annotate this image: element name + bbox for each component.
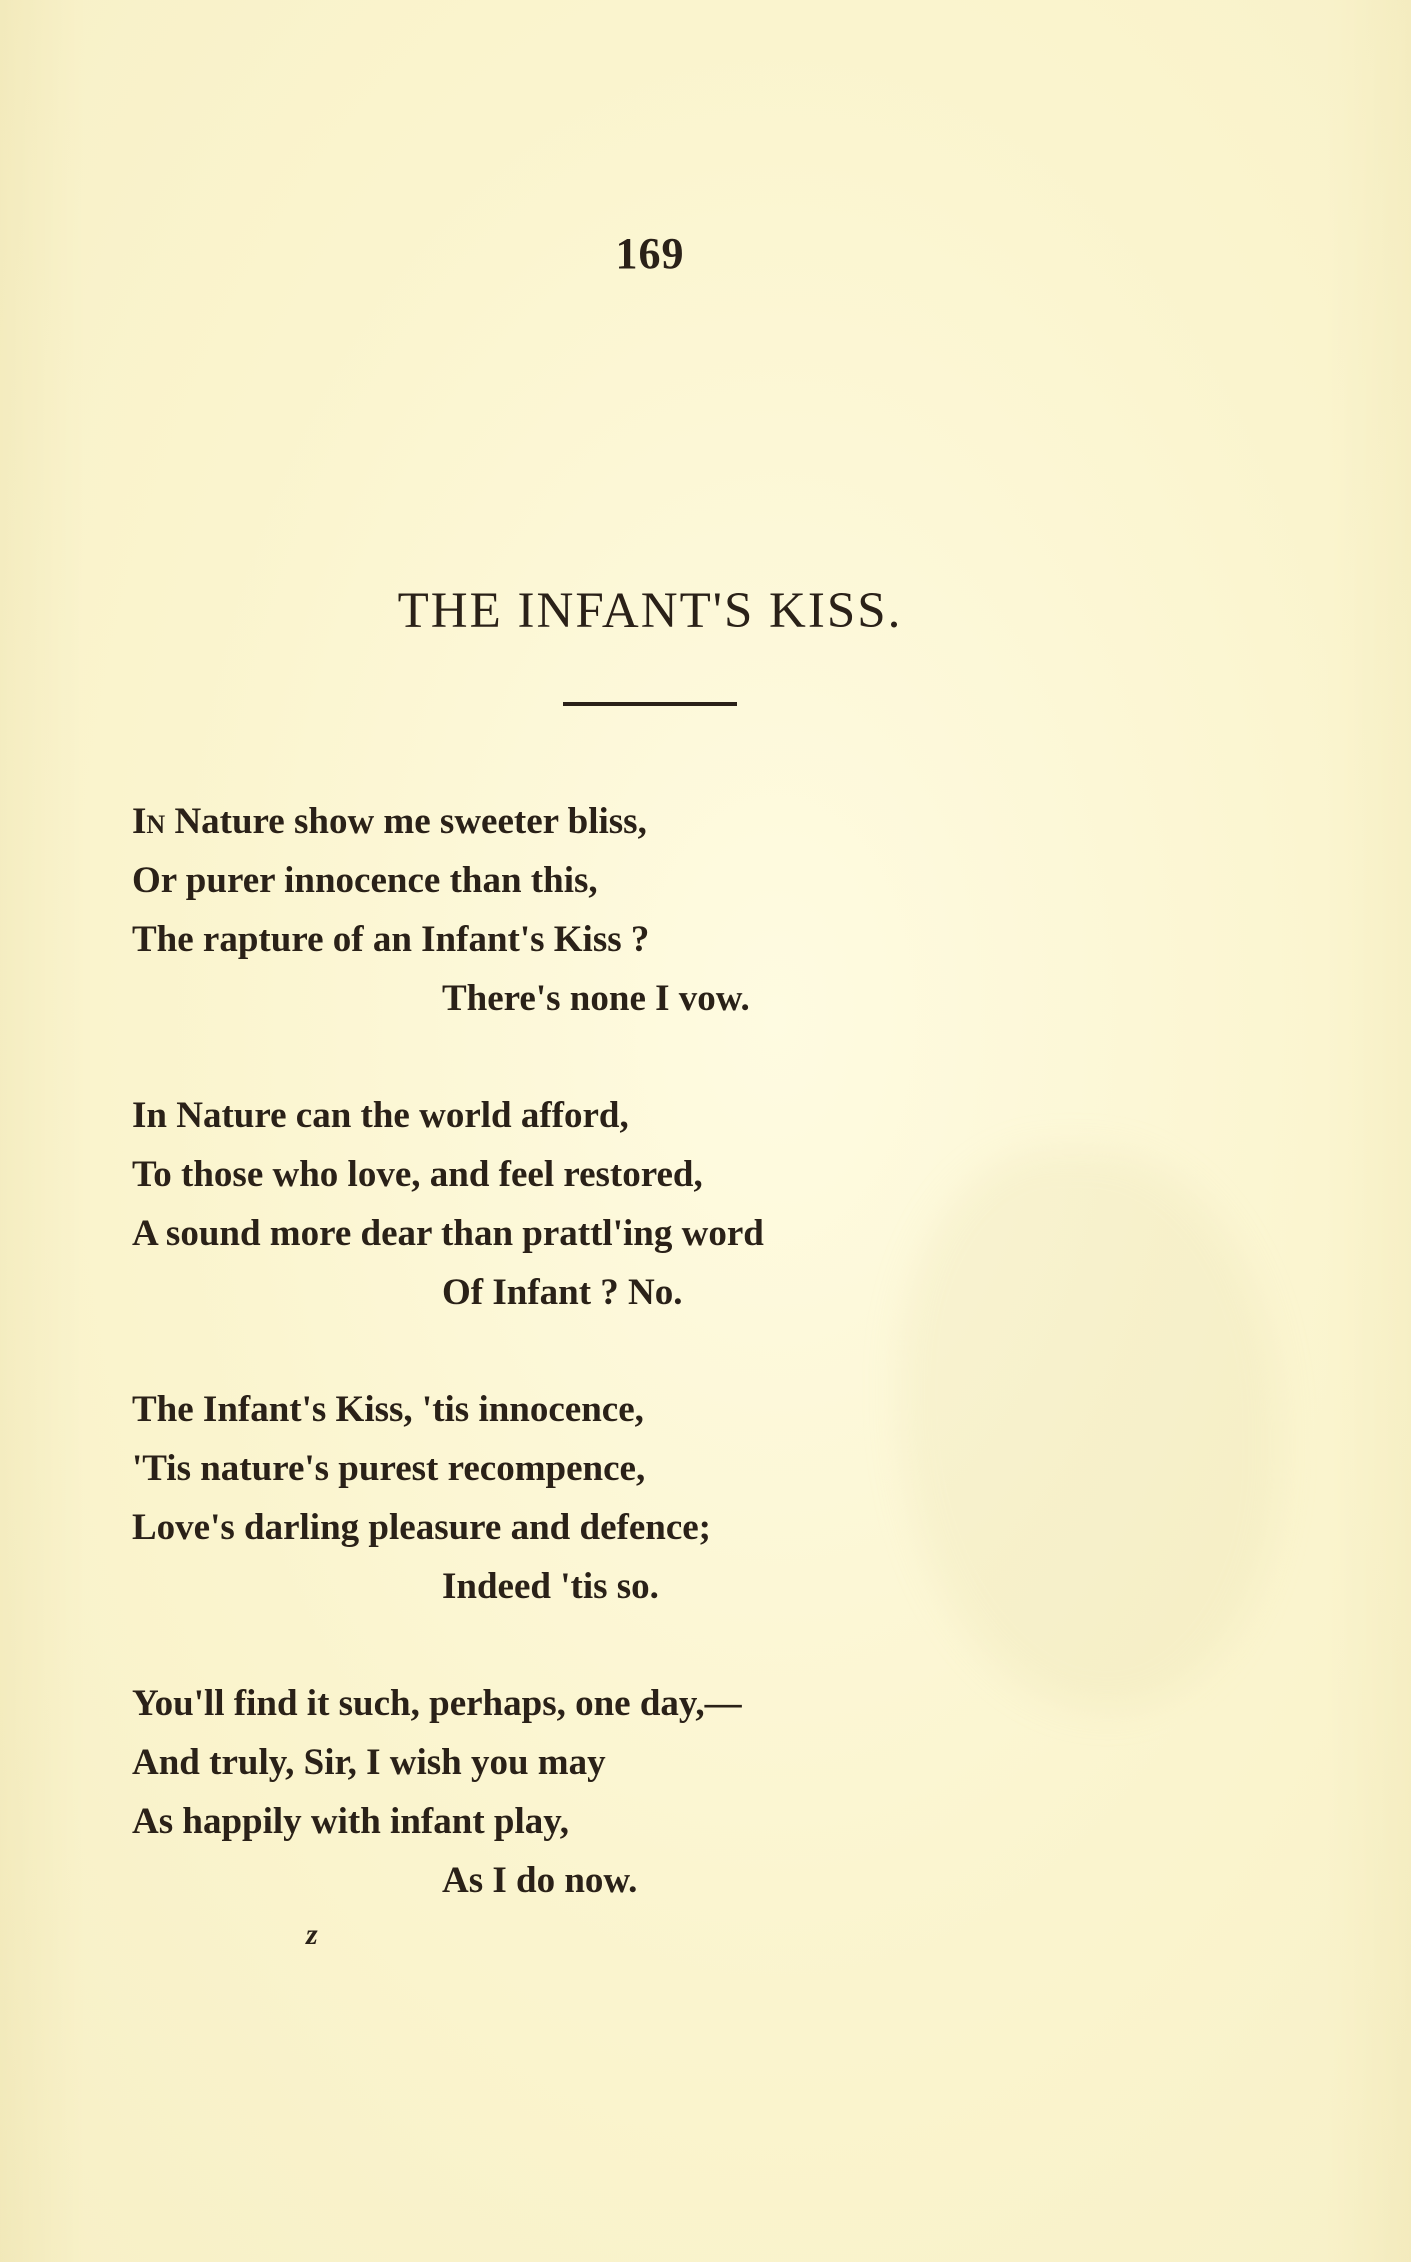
poem-line: In Nature can the world afford, <box>132 1095 629 1136</box>
refrain-line: Indeed 'tis so. <box>442 1566 659 1607</box>
poem-body <box>132 792 1132 1968</box>
poem-line: To those who love, and feel restored, <box>132 1154 703 1195</box>
poem-line: Love's darling pleasure and defence; <box>132 1507 711 1548</box>
stanza-2 <box>132 1086 1132 1322</box>
refrain-line: Of Infant ? No. <box>442 1272 683 1313</box>
poem-title: THE INFANT'S KISS. <box>397 583 903 640</box>
poem-line: The Infant's Kiss, 'tis innocence, <box>132 1389 644 1430</box>
poem-line: You'll find it such, perhaps, one day,— <box>132 1683 742 1724</box>
title-rule <box>563 702 737 706</box>
drop-word: In <box>132 801 166 842</box>
stanza-3 <box>132 1380 1132 1616</box>
poem-line: Or purer innocence than this, <box>132 860 598 901</box>
page-number: 169 <box>615 229 685 278</box>
refrain-line: As I do now. <box>442 1860 638 1901</box>
poem-line: A sound more dear than prattl'ing word <box>132 1213 764 1254</box>
poem-line: 'Tis nature's purest recompence, <box>132 1448 646 1489</box>
poem-line: And truly, Sir, I wish you may <box>132 1742 606 1783</box>
poem-line <box>132 792 1132 851</box>
poem-line: The rapture of an Infant's Kiss ? <box>132 919 650 960</box>
poem-line: As happily with infant play, <box>132 1801 569 1842</box>
signature-mark: z <box>306 1918 318 1951</box>
first-line-rest: Nature show me sweeter bliss, <box>165 801 647 842</box>
refrain-line: There's none I vow. <box>442 978 750 1019</box>
stanza-4 <box>132 1674 1132 1910</box>
stanza-1 <box>132 792 1132 1028</box>
